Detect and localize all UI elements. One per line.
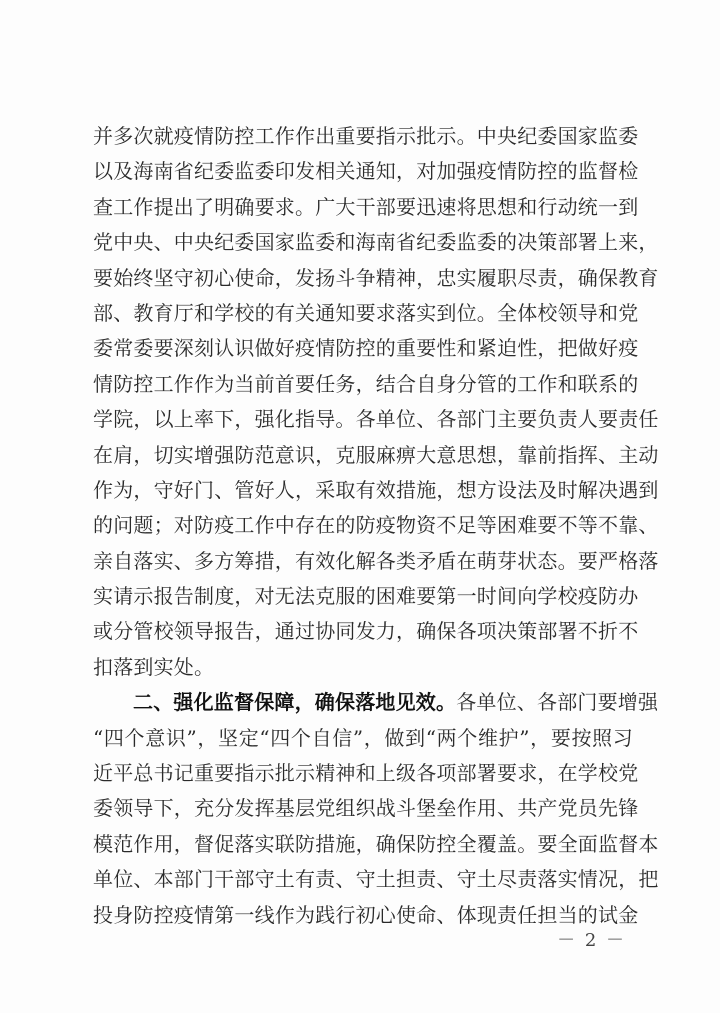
paragraph-line: 单位、本部门干部守土有责、守土担责、守土尽责落实情况，把 (93, 867, 659, 892)
paragraph-line: 学院，以上率下，强化指导。各单位、各部门主要负责人要责任 (93, 407, 659, 432)
paragraph-line: 查工作提出了明确要求。广大干部要迅速将思想和行动统一到 (93, 194, 639, 219)
section-heading-line (93, 685, 659, 720)
section-heading-continuation: 各单位、各部门要增强 (456, 690, 659, 715)
paragraph-line: 委常委要深刻认识做好疫情防控的重要性和紧迫性，把做好疫 (93, 336, 639, 361)
paragraph-line: 党中央、中央纪委国家监委和海南省纪委监委的决策部署上来， (93, 230, 659, 255)
paragraph-line: 的问题；对防疫工作中存在的防疫物资不足等困难要不等不靠、 (93, 513, 659, 538)
paragraph-line: 近平总书记重要指示批示精神和上级各项部署要求，在学校党 (93, 761, 639, 786)
paragraph-line: 模范作用，督促落实联防措施，确保防控全覆盖。要全面监督本 (93, 831, 659, 856)
paragraph-line: 部、教育厅和学校的有关通知要求落实到位。全体校领导和党 (93, 300, 639, 325)
paragraph-line: 亲自落实、多方筹措，有效化解各类矛盾在萌芽状态。要严格落 (93, 548, 659, 573)
paragraph-line: 以及海南省纪委监委印发相关通知，对加强疫情防控的监督检 (93, 159, 639, 184)
paragraph-line: 或分管校领导报告，通过协同发力，确保各项决策部署不折不 (93, 619, 639, 644)
paragraph-line: 并多次就疫情防控工作作出重要指示批示。中央纪委国家监委 (93, 124, 639, 148)
paragraph-line: 作为，守好门、管好人，采取有效措施，想方设法及时解决遇到 (93, 477, 659, 502)
paragraph-line: 委领导下，充分发挥基层党组织战斗堡垒作用、共产党员先锋 (93, 796, 639, 821)
section-heading: 二、强化监督保障，确保落地见效。 (133, 690, 457, 715)
paragraph-line: 情防控工作作为当前首要任务，结合自身分管的工作和联系的 (93, 371, 639, 396)
paragraph-line: 要始终坚守初心使命，发扬斗争精神，忠实履职尽责，确保教育 (93, 265, 659, 290)
document-body (93, 119, 659, 933)
paragraph-line: 实请示报告制度，对无法克服的困难要第一时间向学校疫防办 (93, 584, 639, 609)
page-number: － 2 － (557, 930, 626, 951)
paragraph-line: “四个意识”，坚定“四个自信”，做到“两个维护”，要按照习 (93, 725, 633, 750)
paragraph-line: 在肩，切实增强防范意识，克服麻痹大意思想，靠前指挥、主动 (93, 442, 659, 467)
paragraph-line: 扣落到实处。 (93, 654, 215, 679)
paragraph-line: 投身防控疫情第一线作为践行初心使命、体现责任担当的试金 (93, 902, 639, 927)
